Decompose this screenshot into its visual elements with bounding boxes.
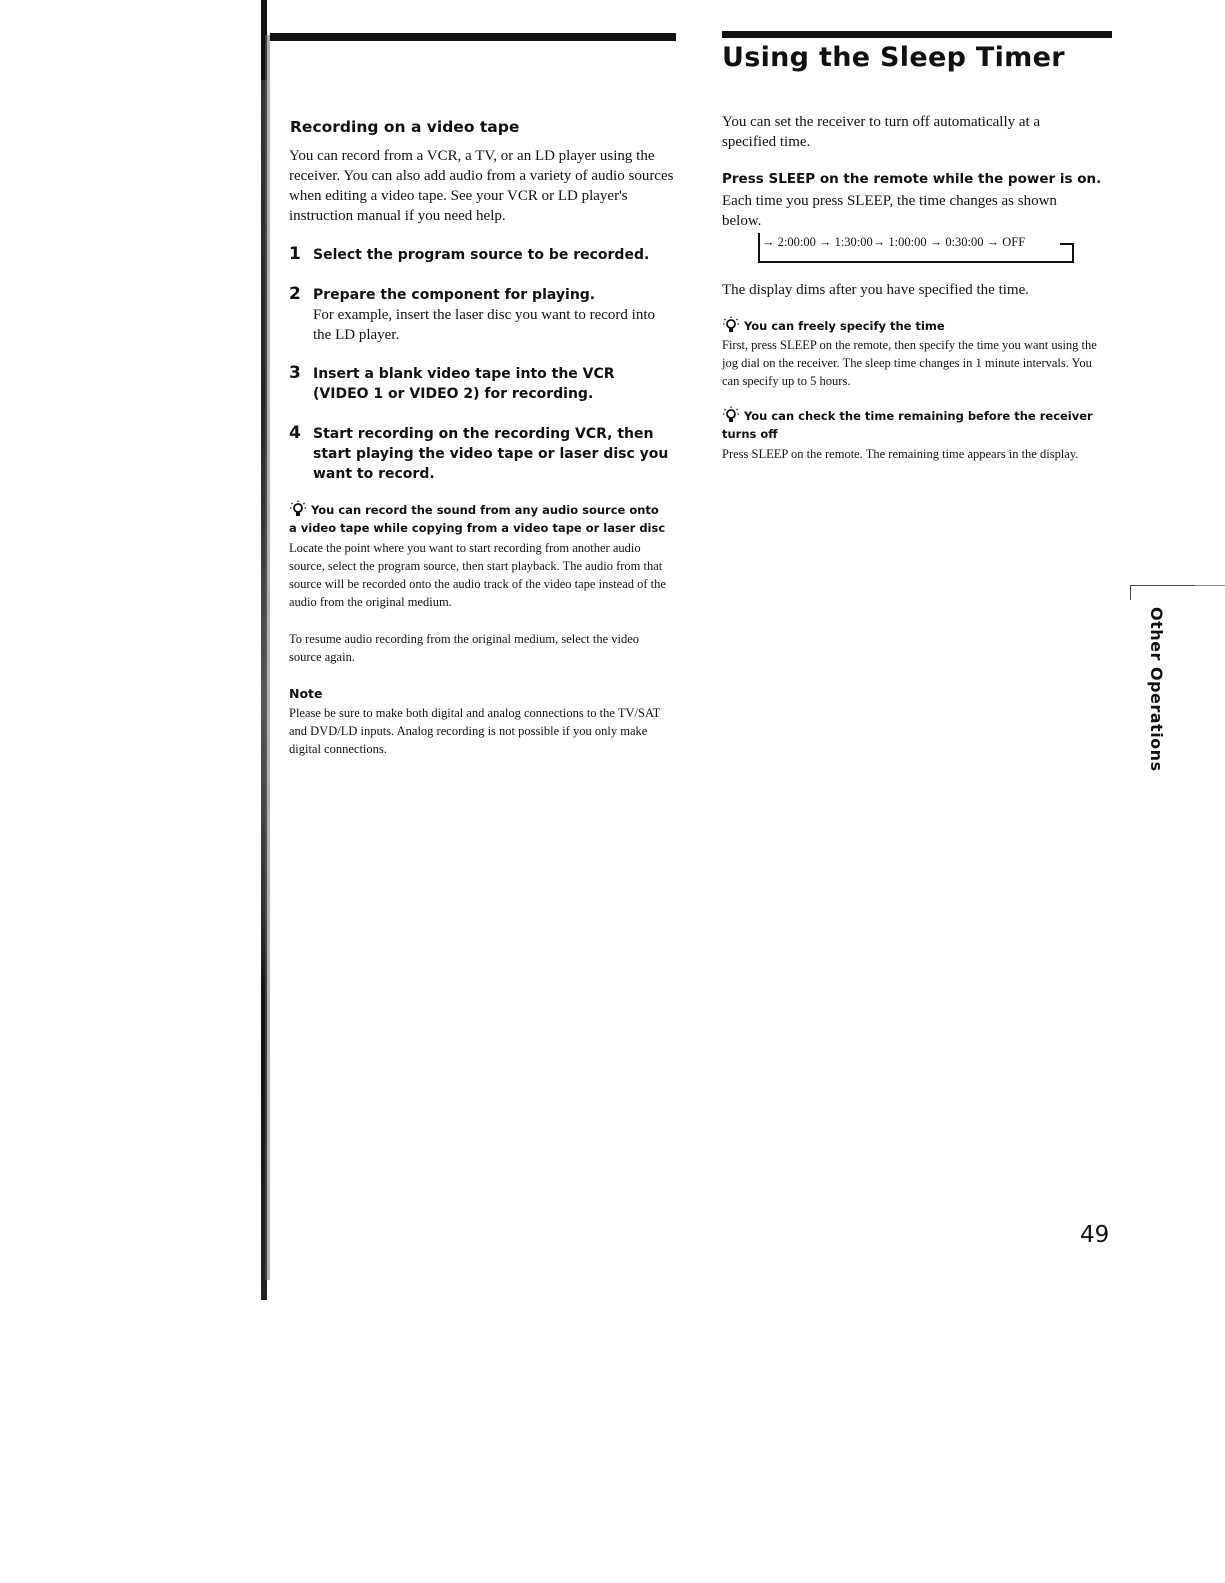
step-2-heading: Prepare the component for playing. (313, 287, 596, 303)
specify-tip-body: First, press SLEEP on the remote, then specify the time you want using the jog dial on the receiver. The sleep time changes in 1 minute intervals. You can specify up to 5 hours. (722, 338, 1097, 388)
recording-intro: You can record from a VCR, a TV, or an LD player using the receiver. You can also add audio from a variety of audio sources when editing a video tape. See your VCR or LD player's instruction manual if you need help. (289, 148, 674, 224)
step-1-heading: Select the program source to be recorded. (313, 247, 650, 263)
sleep-intro: You can set the receiver to turn off automatically at a specified time. (722, 114, 1041, 150)
step-2-number: 2 (289, 284, 301, 304)
binding-shadow (265, 35, 270, 1280)
step-3-number: 3 (289, 363, 301, 383)
specify-tip-heading (722, 316, 1102, 335)
remaining-tip-body: Press SLEEP on the remote. The remaining time appears in the display. (722, 447, 1079, 461)
left-header-rule (270, 33, 676, 41)
note-body: Please be sure to make both digital and analog connections to the TV/SAT and DVD/LD inputs. Analog recording is not possible if you only make digital connections. (289, 706, 660, 756)
note-heading: Note (289, 686, 323, 701)
remaining-tip-heading (722, 406, 1107, 443)
display-dims-text: The display dims after you have specified the time. (722, 282, 1029, 298)
tip-bulb-icon (289, 500, 307, 518)
tip-bulb-icon (722, 316, 740, 334)
side-tab-rule (1195, 585, 1225, 586)
step-1-number: 1 (289, 244, 301, 264)
right-header-rule (722, 31, 1112, 38)
press-sleep-heading: Press SLEEP on the remote while the power is on. (722, 171, 1102, 187)
step-2-body: For example, insert the laser disc you want to record into the LD player. (313, 307, 655, 343)
sleep-sequence-diagram (758, 233, 1074, 263)
press-sleep-body: Each time you press SLEEP, the time changes as shown below. (722, 193, 1057, 229)
recording-tip-heading (289, 500, 669, 537)
section-subtitle: Recording on a video tape (290, 118, 520, 136)
side-tab-marker (1130, 585, 1196, 600)
page-number: 49 (1080, 1222, 1110, 1248)
page-title: Using the Sleep Timer (722, 42, 1065, 73)
step-3-heading: Insert a blank video tape into the VCR (VIDEO 1 or VIDEO 2) for recording. (313, 366, 615, 402)
step-4-heading: Start recording on the recording VCR, then start playing the video tape or laser disc you want to record. (313, 426, 669, 482)
recording-tip-body: Locate the point where you want to start recording from another audio source, select the program source, then start playback. The audio from that source will be recorded onto the audio track of the video tape instead of the audio from the original medium. (289, 541, 666, 609)
remaining-tip-heading-text: You can check the time remaining before the receiver turns off (722, 409, 1093, 441)
sleep-sequence-text: → 2:00:00 → 1:30:00→ 1:00:00 → 0:30:00 → OFF (762, 235, 1026, 249)
resume-text: To resume audio recording from the original medium, select the video source again. (289, 632, 640, 664)
specify-tip-heading-text: You can freely specify the time (744, 319, 945, 333)
side-tab-label: Other Operations (1147, 607, 1166, 772)
tip-bulb-icon (722, 406, 740, 424)
step-4-number: 4 (289, 423, 301, 443)
recording-tip-heading-text: You can record the sound from any audio source onto a video tape while copying from a video tape or laser disc (289, 503, 666, 535)
